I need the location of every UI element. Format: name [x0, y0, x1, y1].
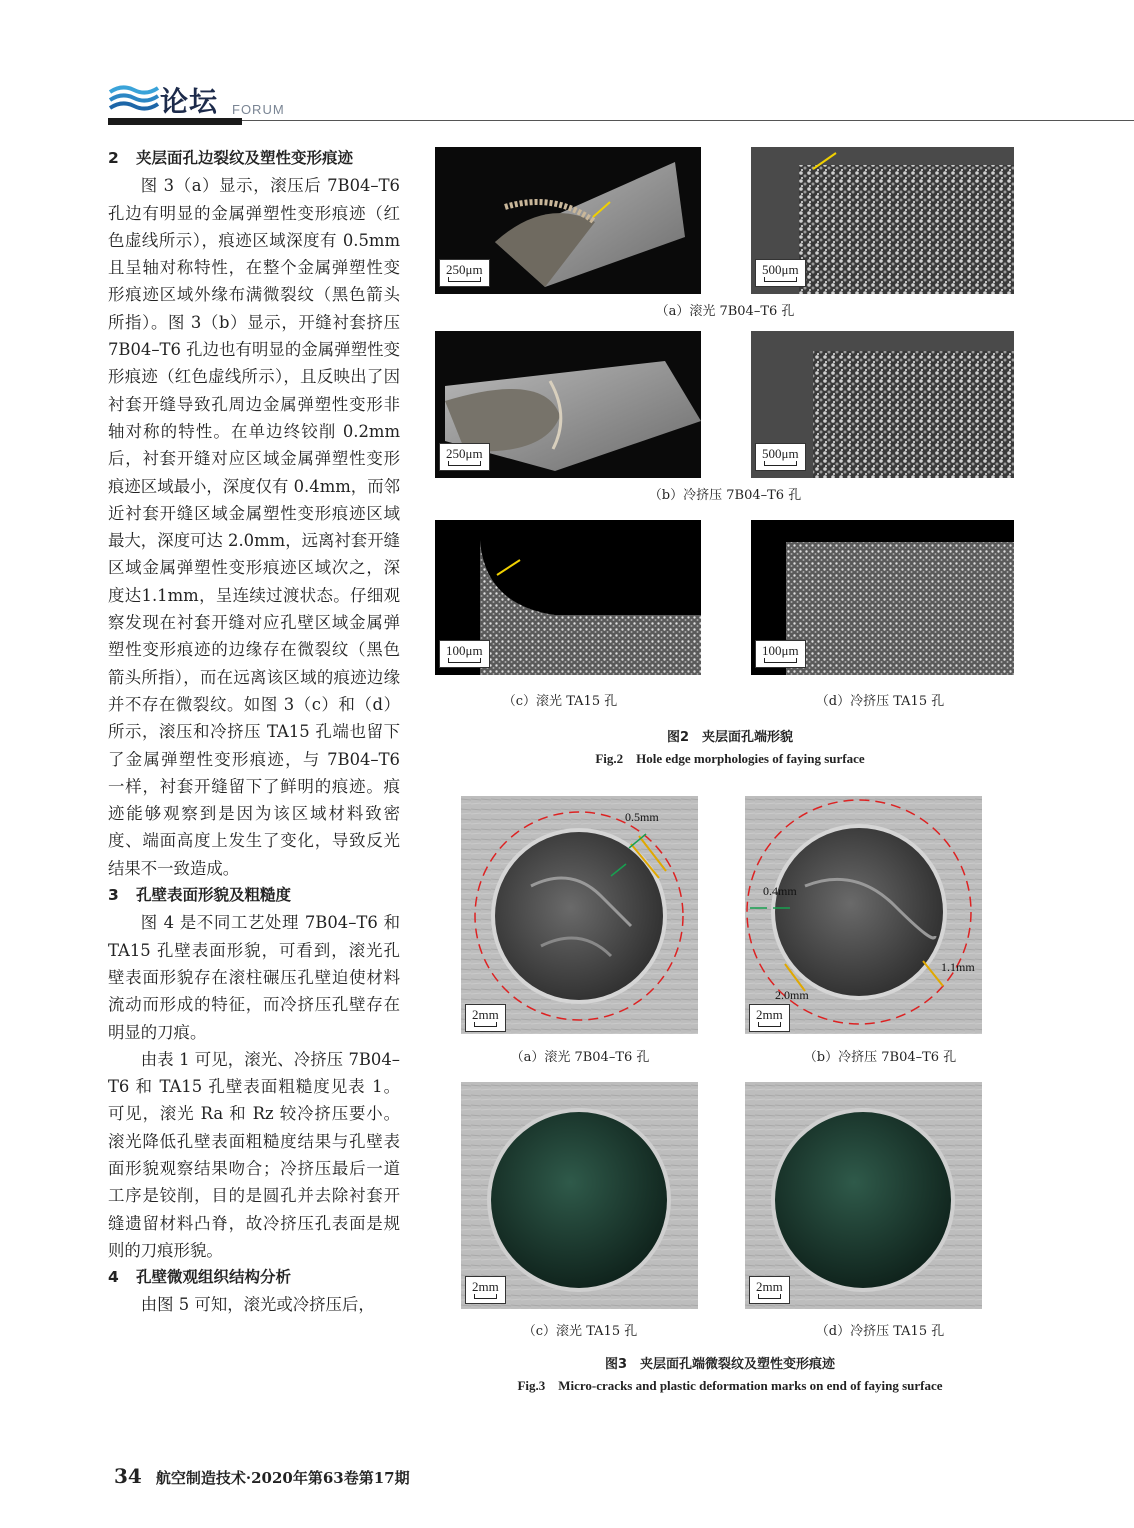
fig2-subcaption-c: （c）滚光 TA15 孔 [502, 694, 618, 709]
page-footer [114, 1464, 410, 1488]
fig3-subcaption-d: （d）冷挤压 TA15 孔 [815, 1324, 945, 1339]
scale-bar: 250μm [439, 443, 490, 471]
fig3-subcaption-a: （a）滚光 7B04–T6 孔 [510, 1050, 650, 1065]
fig3-caption-en: Fig.3 Micro-cracks and plastic deformation marks on end of faying surface [517, 1378, 943, 1393]
fig2-panel-b-left [435, 331, 701, 478]
paragraph: 图 4 是不同工艺处理 7B04–T6 和 TA15 孔壁表面形貌，可看到，滚光孔壁表面形貌存在滚柱碾压孔壁迫使材料流动而形成的特征，而冷挤压孔壁存在明显的刀痕。 [108, 913, 400, 1042]
journal-name: 航空制造技术·2020年第63卷第17期 [155, 1469, 410, 1487]
scale-bar: 2mm [749, 1004, 790, 1032]
fig3-caption: 图3 夹层面孔端微裂纹及塑性变形痕迹 [604, 1357, 836, 1372]
scale-bar: 2mm [465, 1276, 506, 1304]
scale-bar: 2mm [465, 1004, 506, 1032]
fig2-panel-a-right [751, 147, 1014, 294]
fig2-panel-a-left [435, 147, 701, 294]
body-text-column [108, 145, 400, 1319]
section-heading: 4 孔壁微观组织结构分析 [108, 1268, 292, 1287]
fig3-subcaption-c: （c）滚光 TA15 孔 [522, 1324, 638, 1339]
fig3-panel-b [745, 796, 982, 1034]
fig3-panel-c [461, 1082, 698, 1309]
scale-bar: 2mm [749, 1276, 790, 1304]
fig2-panel-b-right [751, 331, 1014, 478]
scale-bar: 100μm [755, 640, 806, 668]
paragraph: 由图 5 可知，滚光或冷挤压后， [140, 1295, 375, 1315]
fig2-subcaption-d: （d）冷挤压 TA15 孔 [815, 694, 945, 709]
paragraph: 由表 1 可见，滚光、冷挤压 7B04–T6 和 TA15 孔壁表面粗糙度见表 1。可见，滚光 Ra 和 Rz 较冷挤压要小。滚光降低孔壁表面粗糙度结果与孔壁表面形貌观察结果吻合；冷挤压最后一道工序是铰削，目的是圆孔并去除衬套开缝遗留材料凸脊，故冷挤压孔表面是规则的刀痕形貌。 [108, 1049, 400, 1260]
section-title: 论坛 [160, 85, 219, 118]
fig3-panel-d [745, 1082, 982, 1309]
dimension-label: 0.4mm [763, 884, 797, 898]
page-header [108, 78, 1134, 128]
scale-bar: 100μm [439, 640, 490, 668]
fig2-panel-d [751, 520, 1014, 675]
fig2-panel-c [435, 520, 701, 675]
dimension-label: 1.1mm [941, 960, 975, 974]
section-heading: 2 夹层面孔边裂纹及塑性变形痕迹 [108, 149, 354, 167]
fig3-panel-a [461, 796, 698, 1034]
section-subtitle: FORUM [232, 102, 285, 117]
dimension-label: 2.0mm [775, 988, 809, 1002]
scale-bar: 500μm [755, 443, 806, 471]
fig3-subcaption-b: （b）冷挤压 7B04–T6 孔 [803, 1050, 957, 1065]
fig2-subcaption-a: （a）滚光 7B04–T6 孔 [655, 304, 795, 319]
dimension-label: 0.5mm [625, 810, 659, 824]
waves-logo-icon [108, 82, 160, 116]
scale-bar: 500μm [755, 259, 806, 287]
section-heading: 3 孔壁表面形貌及粗糙度 [108, 886, 292, 905]
scale-bar: 250μm [439, 259, 490, 287]
header-rule [242, 120, 1134, 121]
page-number: 34 [114, 1464, 142, 1488]
paragraph: 图 3（a）显示，滚压后 7B04–T6 孔边有明显的金属弹塑性变形痕迹（红色虚线所示），痕迹区域深度有 0.5mm 且呈轴对称特性，在整个金属弹塑性变形痕迹区域外缘布满微裂纹（黑色箭头所指）。图 3（b）显示，开缝衬套挤压 7B04–T6 孔边也有明显的金属弹塑性变形痕迹（红色虚线所示），且反映出了因衬套开缝导致孔周边金属弹塑性变形非轴对称的特性。在单边终铰削 0.2mm 后，衬套开缝对应区域金属弹塑性变形痕迹区域最小，深度仅有 0.4mm，而邻近衬套开缝区域金属塑性变形痕迹区域最大，深度可达 2.0mm，远离衬套开缝区域金属弹塑性变形痕迹区域次之，深度达1.1mm，呈连续过渡状态。仔细观察发现在衬套开缝对应孔壁区域金属弹塑性变形痕迹的边缘存在微裂纹（黑色箭头所指），而在远离该区域的痕迹边缘并不存在微裂纹。如图 3（c）和（d）所示，滚压和冷挤压 TA15 孔端也留下了金属弹塑性变形痕迹，与 7B04–T6 一样，衬套开缝留下了鲜明的痕迹。痕迹能够观察到是因为该区域材料致密度、端面高度上发生了变化，导致反光结果不一致造成。 [108, 176, 400, 878]
fig2-caption: 图2 夹层面孔端形貌 [666, 730, 794, 745]
header-bar [108, 118, 242, 125]
fig2-subcaption-b: （b）冷挤压 7B04–T6 孔 [648, 488, 802, 503]
fig2-caption-en: Fig.2 Hole edge morphologies of faying surface [595, 751, 865, 766]
